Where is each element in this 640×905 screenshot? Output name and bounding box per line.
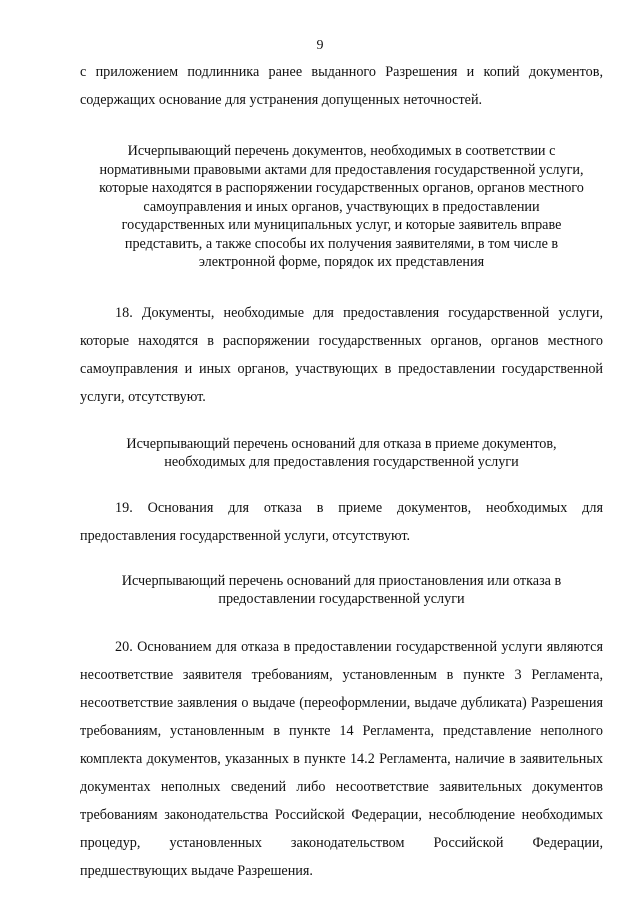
paragraph-intro: с приложением подлинника ранее выданного Разрешения и копий документов, содержащих основание для устранения допущенных неточностей. xyxy=(80,64,603,108)
paragraph-19: 19. Основания для отказа в приеме документов, необходимых для предоставления государственной услуги, отсутствуют. xyxy=(80,499,603,544)
document-body xyxy=(80,58,603,885)
section-heading-documents: Исчерпывающий перечень документов, необходимых в соответствии с нормативными правовыми актами для предоставления государственной услуги, которые находятся в распоряжении государственных органов, органов местного самоуправления и иных органов, участвующих в предоставлении государственных или муниципальных услуг, и которые заявитель вправе представить, а также способы их получения заявителями, в том числе в электронной форме, порядок их представления xyxy=(99,143,584,270)
section-heading-refusal-acceptance: Исчерпывающий перечень оснований для отказа в приеме документов, необходимых для предоставления государственной услуги xyxy=(126,435,557,470)
page-number: 9 xyxy=(316,38,324,53)
paragraph-20: 20. Основанием для отказа в предоставлении государственной услуги являются несоответствие заявителя требованиям, установленным в пункте 3 Регламента, несоответствие заявления о выдаче (переоформлении, выдаче дубликата) Разрешения требованиям, установленным в пункте 14 Регламента, представление неполного комплекта документов, указанных в пункте 14.2 Регламента, наличие в заявительных документах неполных сведений либо несоответствие заявительных документов требованиям законодательства Российской Федерации, несоблюдение необходимых процедур, установленных законодательством Российской Федерации, предшествующих выдаче Разрешения. xyxy=(80,638,603,879)
section-heading-suspension: Исчерпывающий перечень оснований для приостановления или отказа в предоставлении государственной услуги xyxy=(121,572,562,607)
paragraph-18: 18. Документы, необходимые для предоставления государственной услуги, которые находятся в распоряжении государственных органов, органов местного самоуправления и иных органов, участвующих в предоставлении государственной услуги, отсутствуют. xyxy=(80,304,603,405)
